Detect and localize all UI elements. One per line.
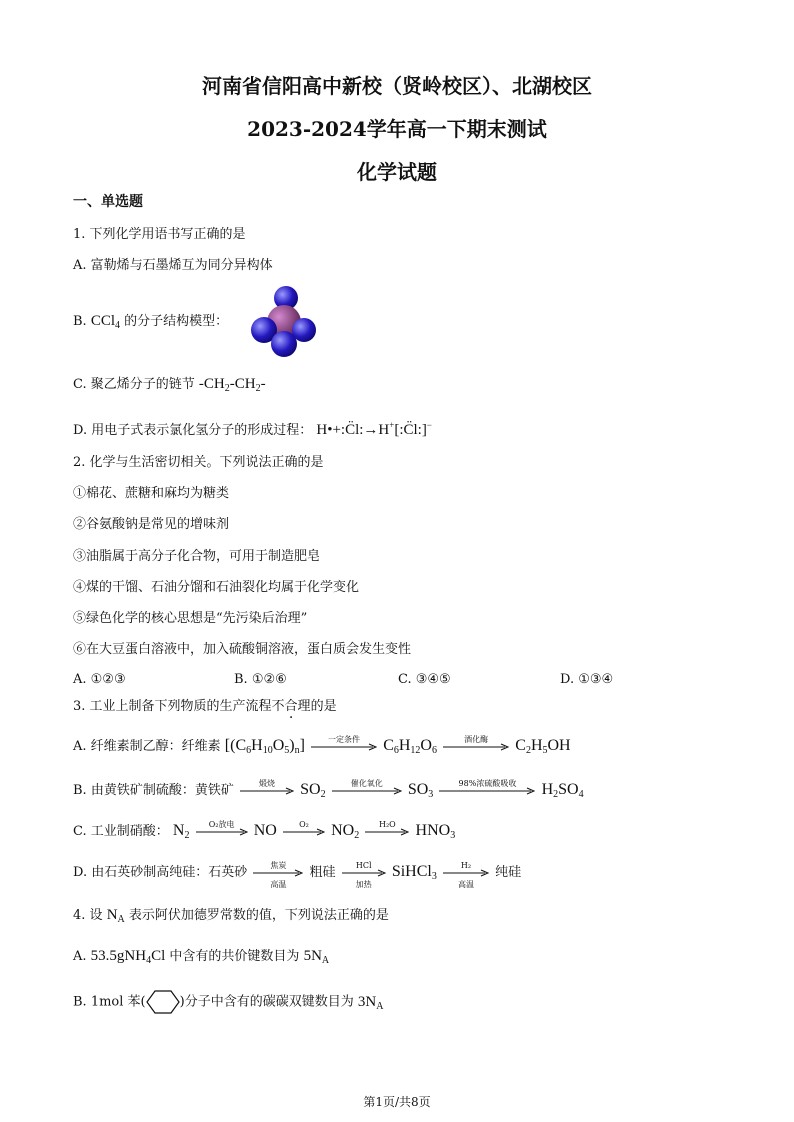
reaction-arrow: O₂: [283, 827, 325, 837]
q4-option-a: A. 53.5gNH$_4$Cl 中含有的共价键数目为 $5N_A$: [73, 948, 330, 966]
ccl4-molecule-model: [246, 284, 320, 358]
q2-option-b: B. ①②⑥: [234, 672, 287, 687]
reaction-arrow: H₂ 高温: [443, 868, 489, 878]
q2-option-a: A. ①②③: [73, 672, 126, 687]
q2-option-c: C. ③④⑤: [398, 672, 451, 687]
q2-item-2: ②谷氨酸钠是常见的增味剂: [73, 517, 230, 532]
reaction-arrow: 催化氧化: [332, 786, 402, 796]
page-footer: 第1页/共8页: [363, 1095, 431, 1109]
reaction-arrow: O₂放电: [196, 827, 248, 837]
reaction-arrow: H₂O: [365, 827, 409, 837]
q3-stem: 3. 工业上制备下列物质的生产流程不合理的是: [73, 699, 337, 714]
q2-item-3: ③油脂属于高分子化合物，可用于制造肥皂: [73, 549, 321, 564]
reaction-arrow: 焦炭 高温: [253, 868, 303, 878]
section-heading: 一、单选题: [73, 194, 143, 210]
q3-option-d: D. 由石英砂制高纯硅：石英砂 焦炭 高温 粗硅 HCl 加热 SiHCl$_3$ H₂ 高温 纯硅: [73, 860, 522, 889]
chlorine-atom: [271, 331, 297, 357]
reaction-arrow: 一定条件: [311, 742, 377, 752]
reaction-arrow: HCl 加热: [342, 868, 386, 878]
q2-item-1: ①棉花、蔗糖和麻均为糖类: [73, 486, 230, 501]
q2-item-5: ⑤绿色化学的核心思想是“先污染后治理”: [73, 611, 308, 626]
subject-title: 化学试题: [357, 160, 437, 184]
q1-stem: 1. 下列化学用语书写正确的是: [73, 227, 246, 242]
reaction-arrow: 煅烧: [240, 786, 294, 796]
q1-option-b: B. CCl$_4$ 的分子结构模型：: [73, 313, 229, 331]
benzene-ring-icon: [146, 989, 180, 1015]
reaction-arrow: 98%浓硫酸吸收: [439, 786, 535, 796]
q2-stem: 2. 化学与生活密切相关。下列说法正确的是: [73, 455, 324, 470]
q3-option-c: C. 工业制硝酸： $N_2$ O₂放电 NO O₂ $NO_2$ H₂O $HNO_3$: [73, 819, 456, 841]
q4-stem: 4. 设 $N_A$ 表示阿伏加德罗常数的值，下列说法正确的是: [73, 907, 389, 925]
q2-option-d: D. ①③④: [560, 672, 614, 687]
q1-option-d: D. 用电子式表示氯化氢分子的形成过程： H•+:C̈l:→H+[:C̈l:]−: [73, 420, 432, 438]
term-title: 2023-2024学年高一下期末测试: [247, 117, 547, 141]
q3-option-b: B. 由黄铁矿制硫酸：黄铁矿 煅烧 $SO_2$ 催化氧化 $SO_3$ 98%浓硫酸吸收 $H_2SO_4$: [73, 778, 584, 800]
q3-option-a: A. 纤维素制乙醇：纤维素 $[(C_6H_{10}O_5)_n]$ 一定条件 $C_6H_{12}O_6$ 酒化酶 $C_2H_5OH$: [73, 734, 571, 756]
q4-option-b: B. 1mol 苯( )分子中含有的碳碳双键数目为 $3N_A$: [73, 989, 383, 1016]
q1-option-a: A. 富勒烯与石墨烯互为同分异构体: [73, 258, 273, 273]
q2-item-4: ④煤的干馏、石油分馏和石油裂化均属于化学变化: [73, 580, 360, 595]
reaction-arrow: 酒化酶: [443, 742, 509, 752]
q2-item-6: ⑥在大豆蛋白溶液中，加入硫酸铜溶液，蛋白质会发生变性: [73, 642, 412, 657]
q1-option-c: C. 聚乙烯分子的链节 $-CH_2-CH_2-$: [73, 376, 266, 394]
school-title: 河南省信阳高中新校（贤岭校区）、北湖校区: [202, 74, 592, 98]
